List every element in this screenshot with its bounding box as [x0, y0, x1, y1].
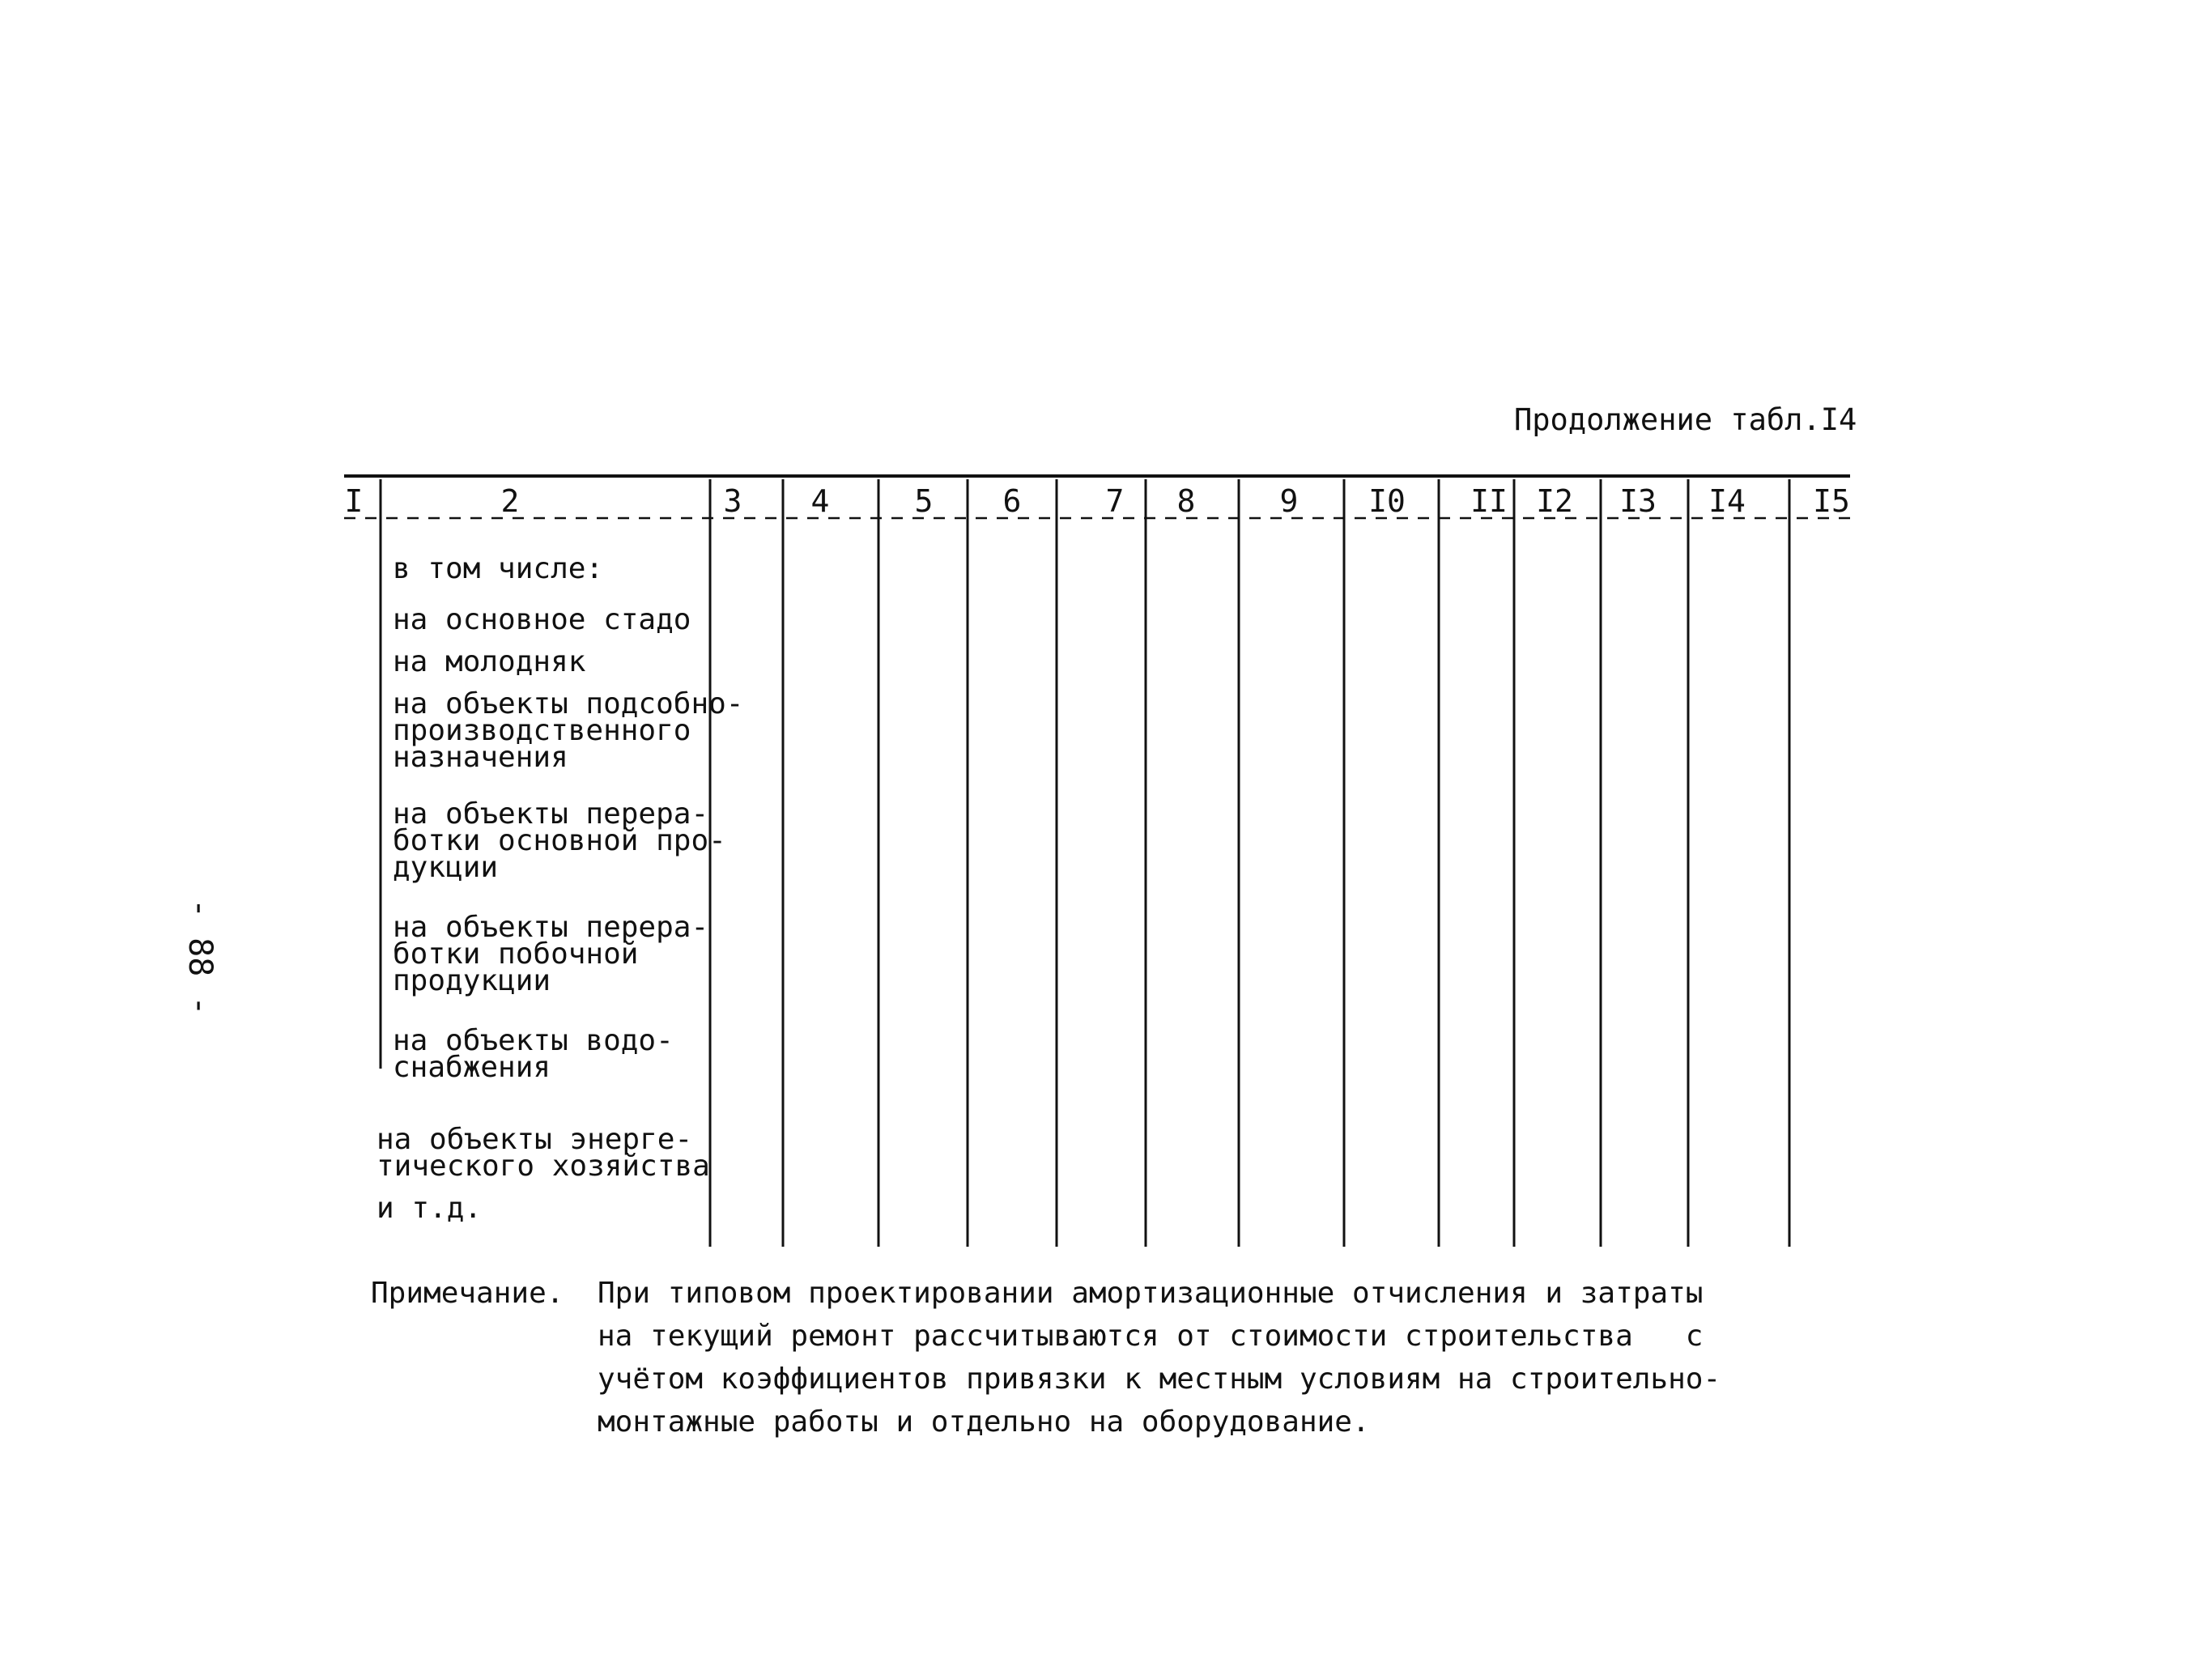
column-header-13: I3 — [1619, 483, 1657, 519]
row-label-line: ботки основной про- — [393, 824, 726, 857]
column-header-9: 9 — [1279, 483, 1299, 519]
note-line: монтажные работы и отдельно на оборудование. — [598, 1405, 1370, 1439]
row-label-line: продукции — [393, 964, 551, 997]
row-label-line: назначения — [393, 741, 568, 774]
table-caption: Продолжение табл.I4 — [1514, 402, 1857, 437]
row-label-line: и т.д. — [376, 1192, 483, 1225]
note-line: на текущий ремонт рассчитываются от стоимости строительства с — [598, 1320, 1704, 1353]
row-label-line: на объекты подсобно- — [393, 687, 744, 720]
note-line: При типовом проектировании амортизационные отчисления и затраты — [598, 1277, 1704, 1310]
row-label-line: на основное стадо — [393, 603, 691, 636]
column-header-1: I — [344, 483, 364, 519]
row-label-line: на объекты перера- — [393, 797, 709, 831]
column-header-14: I4 — [1708, 483, 1746, 519]
column-header-6: 6 — [1002, 483, 1022, 519]
page-number: - 88 - — [181, 899, 219, 1016]
row-label-line: в том числе: — [393, 552, 604, 585]
row-label-line: производственного — [393, 714, 691, 747]
row-label-line: на объекты перера- — [393, 911, 709, 944]
column-header-11: II — [1470, 483, 1508, 519]
row-label-line: на молодняк — [393, 645, 586, 678]
note-label: Примечание. — [371, 1277, 564, 1310]
column-header-7: 7 — [1105, 483, 1125, 519]
column-header-row — [344, 483, 1850, 519]
row-label-line: тического хозяйства — [376, 1150, 710, 1183]
note-line: учётом коэффициентов привязки к местным условиям на строительно- — [598, 1362, 1721, 1396]
row-label-line: на объекты энерге- — [376, 1123, 693, 1156]
row-label-line: ботки побочной — [393, 937, 639, 971]
column-header-12: I2 — [1536, 483, 1573, 519]
column-header-8: 8 — [1176, 483, 1196, 519]
column-header-5: 5 — [914, 483, 934, 519]
row-label-line: снабжения — [393, 1051, 551, 1084]
column-header-4: 4 — [810, 483, 830, 519]
column-header-10: I0 — [1368, 483, 1406, 519]
row-label-line: на объекты водо- — [393, 1024, 674, 1057]
column-header-3: 3 — [723, 483, 742, 519]
row-label-line: дукции — [393, 851, 499, 884]
column-header-2: 2 — [500, 483, 520, 519]
column-header-15: I5 — [1813, 483, 1850, 519]
